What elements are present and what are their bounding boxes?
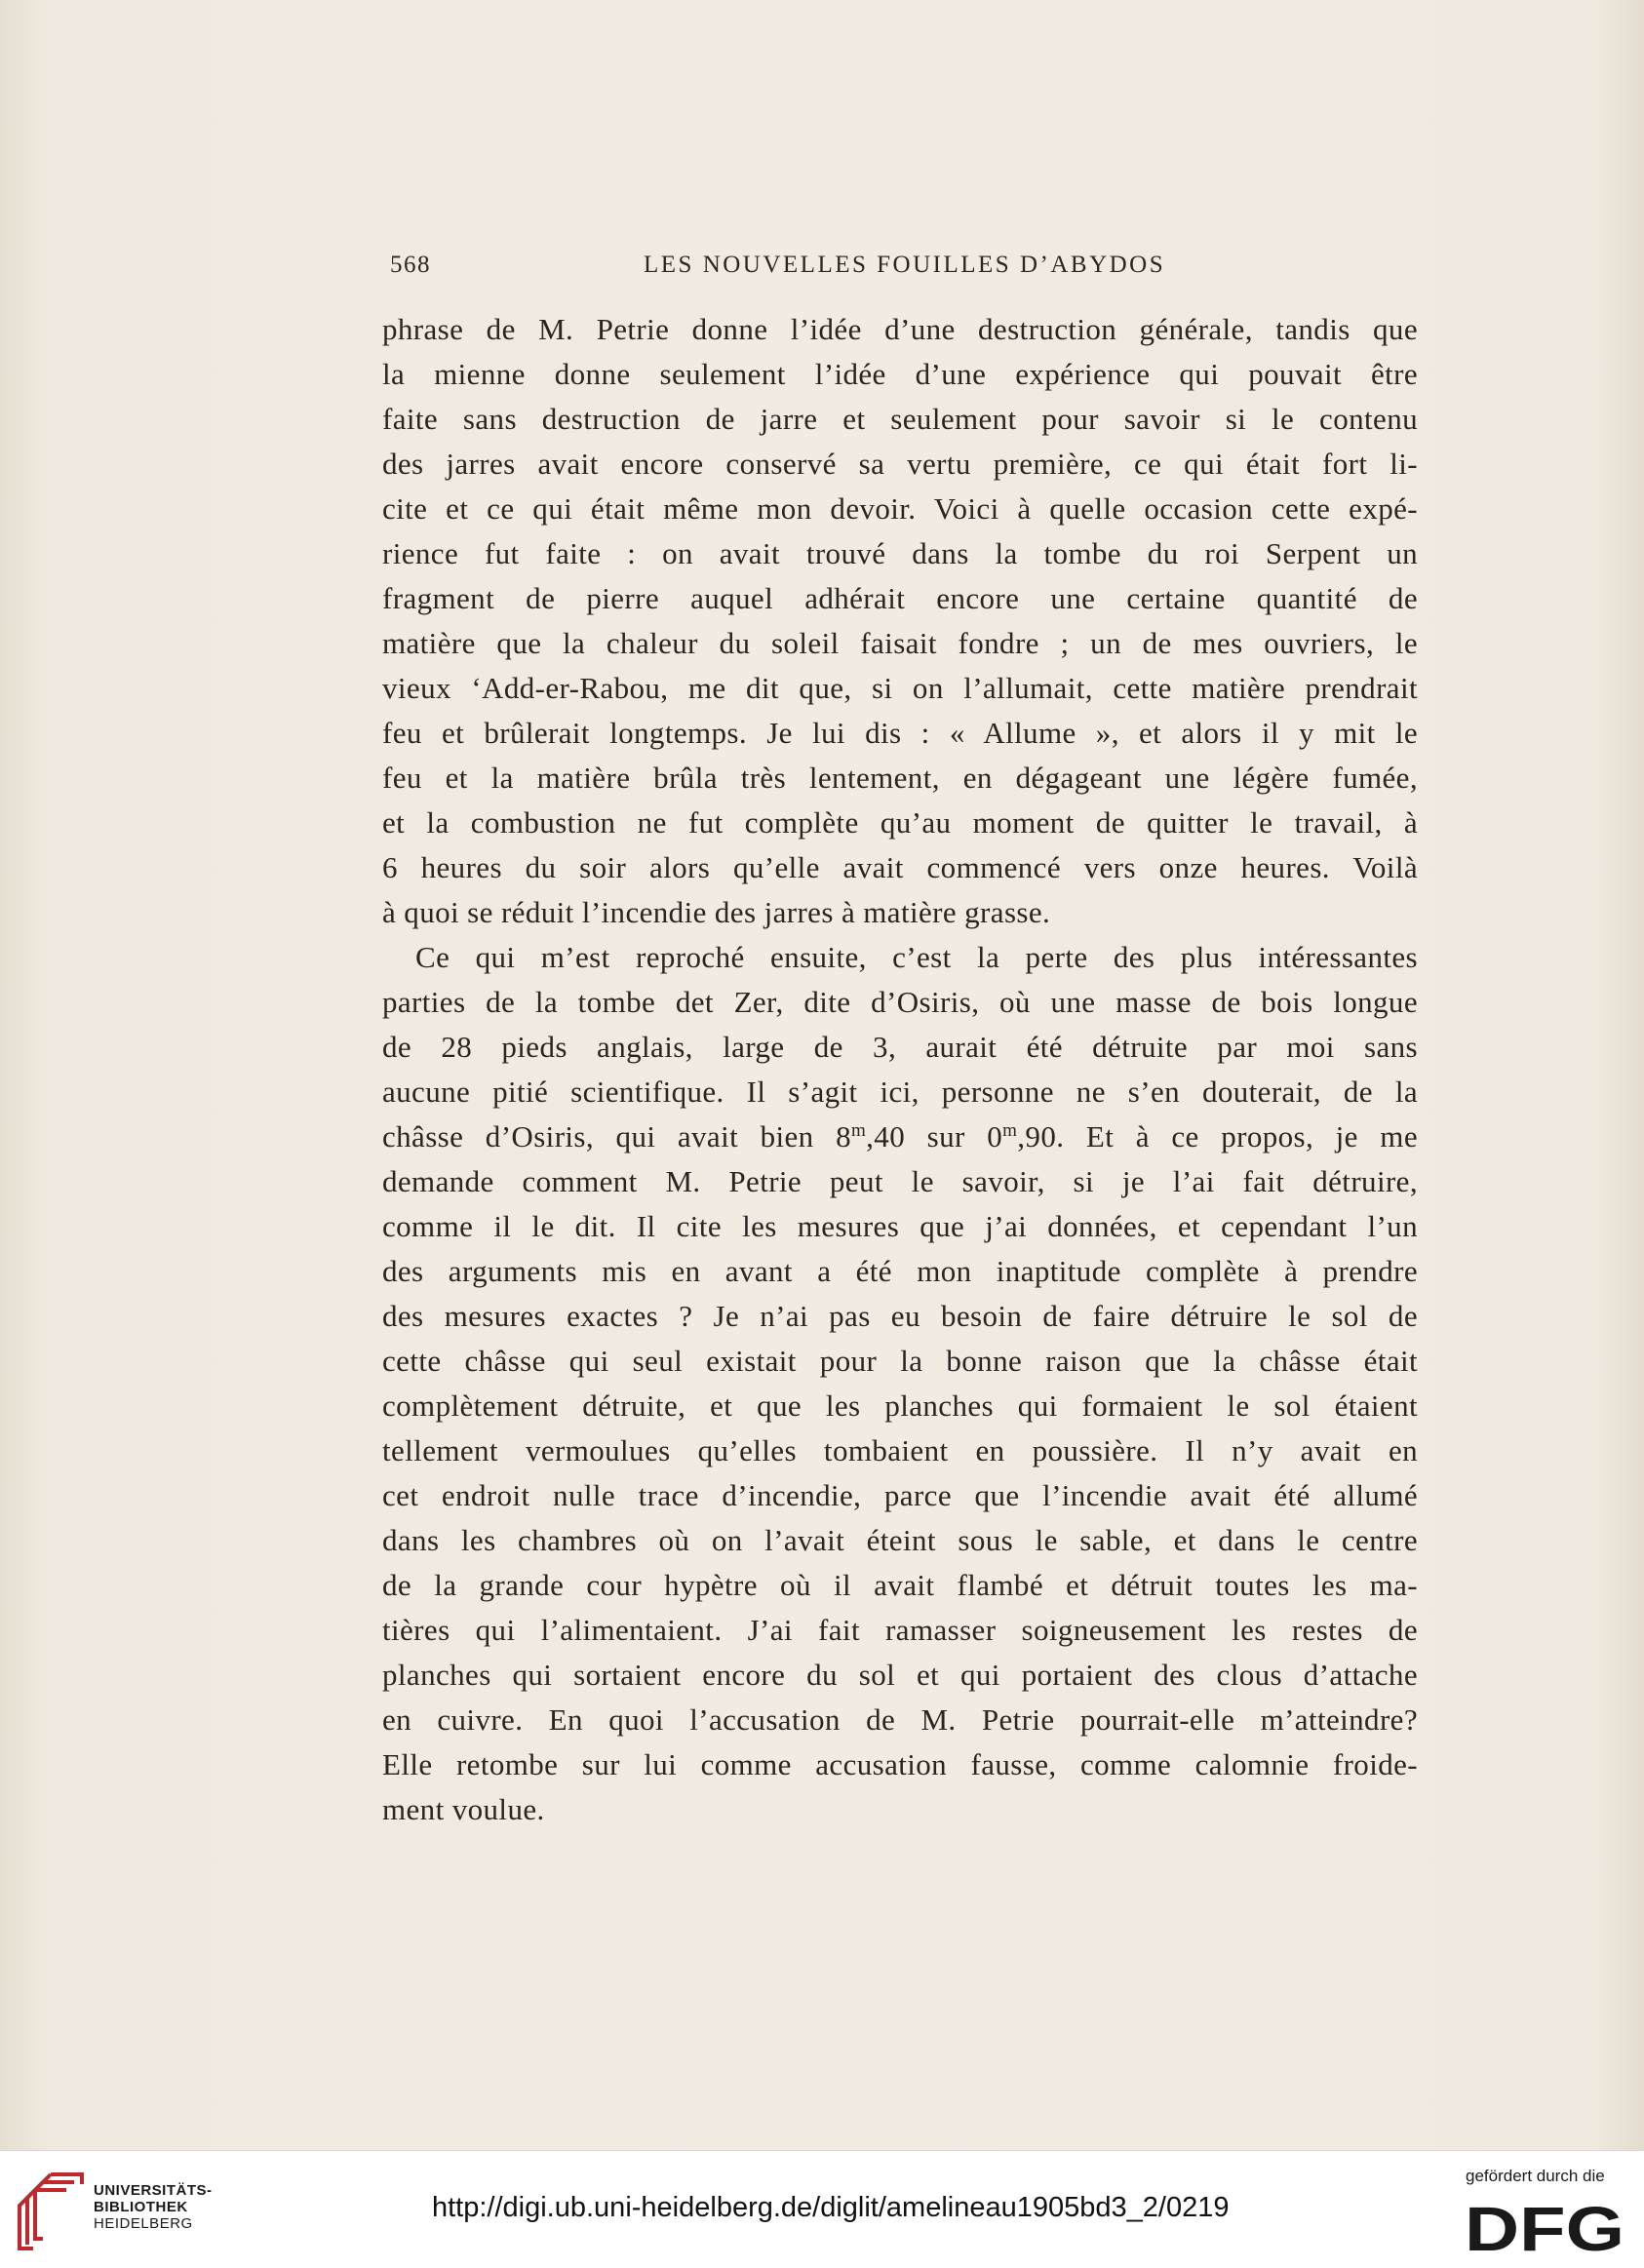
text-line: ment voulue. [382, 1792, 545, 1826]
body-text [382, 307, 1418, 1832]
text-segment: châsse d’Osiris, qui avait bien 8 [382, 1119, 851, 1154]
permalink-url[interactable]: http://digi.ub.uni-heidelberg.de/diglit/amelineau1905bd3_2/0219 [432, 2192, 1230, 2223]
text-line: parties de la tombe det Zer, dite d’Osiris, où une masse de bois longue [382, 985, 1418, 1019]
university-library-name [94, 2182, 213, 2232]
text-line: à quoi se réduit l’incendie des jarres à matière grasse. [382, 895, 1051, 929]
text-line-indented [382, 935, 1418, 980]
text-line: cite et ce qui était même mon devoir. Voici à quelle occasion cette expé- [382, 491, 1418, 526]
running-head [390, 252, 1404, 291]
text-line: aucune pitié scientifique. Il s’agit ici, personne ne s’en douterait, de la [382, 1075, 1418, 1109]
library-name-line: BIBLIOTHEK [94, 2199, 188, 2215]
text-segment: ,90. Et à ce propos, je me [1017, 1119, 1418, 1154]
text-line: faite sans destruction de jarre et seulement pour savoir si le contenu [382, 402, 1418, 436]
text-line: feu et brûlerait longtemps. Je lui dis : « Allume », et alors il y mit le [382, 716, 1418, 750]
text-line: cette châsse qui seul existait pour la bonne raison que la châsse était [382, 1344, 1418, 1378]
funding-caption: gefördert durch die [1466, 2167, 1605, 2185]
text-line: feu et la matière brûla très lentement, en dégageant une légère fumée, [382, 761, 1418, 795]
library-name-line: UNIVERSITÄTS- [94, 2182, 213, 2199]
page-number: 568 [390, 252, 431, 278]
text-line: dans les chambres où on l’avait éteint sous le sable, et dans le centre [382, 1523, 1418, 1557]
text-line: des mesures exactes ? Je n’ai pas eu besoin de faire détruire le sol de [382, 1299, 1418, 1333]
text-line: de 28 pieds anglais, large de 3, aurait été détruite par moi sans [382, 1030, 1418, 1064]
dfg-logo-text: DFG [1465, 2198, 1624, 2256]
text-line: la mienne donne seulement l’idée d’une expérience qui pouvait être [382, 357, 1418, 391]
university-library-logo-icon [14, 2170, 86, 2252]
text-line: fragment de pierre auquel adhérait encore une certaine quantité de [382, 581, 1418, 615]
text-line-with-superscripts [382, 1114, 1418, 1159]
footer-bar [0, 2150, 1644, 2268]
text-line: phrase de M. Petrie donne l’idée d’une destruction générale, tandis que [382, 312, 1418, 346]
text-line: matière que la chaleur du soleil faisait fondre ; un de mes ouvriers, le [382, 626, 1418, 660]
text-line: 6 heures du soir alors qu’elle avait commencé vers onze heures. Voilà [382, 850, 1418, 884]
text-line: Elle retombe sur lui comme accusation fausse, comme calomnie froide- [382, 1747, 1418, 1781]
text-line: complètement détruite, et que les planches qui formaient le sol étaient [382, 1388, 1418, 1423]
text-line: des jarres avait encore conservé sa vertu première, ce qui était fort li- [382, 447, 1418, 481]
dfg-logo-icon [1465, 2198, 1626, 2256]
text-line: demande comment M. Petrie peut le savoir, si je l’ai fait détruire, [382, 1164, 1418, 1198]
text-line: planches qui sortaient encore du sol et qui portaient des clous d’attache [382, 1658, 1418, 1692]
text-line: tellement vermoulues qu’elles tombaient en poussière. Il n’y avait en [382, 1433, 1418, 1467]
text-line: de la grande cour hypètre où il avait flambé et détruit toutes les ma- [382, 1568, 1418, 1602]
superscript: m [1002, 1120, 1018, 1141]
library-name-line: HEIDELBERG [94, 2215, 193, 2232]
text-line: tières qui l’alimentaient. J’ai fait ramasser soigneusement les restes de [382, 1613, 1418, 1647]
text-line: vieux ‘Add-er-Rabou, me dit que, si on l’allumait, cette matière prendrait [382, 671, 1418, 705]
text-segment: ,40 sur 0 [866, 1119, 1003, 1154]
text-line: cet endroit nulle trace d’incendie, parce que l’incendie avait été allumé [382, 1478, 1418, 1512]
text-line: rience fut faite : on avait trouvé dans la tombe du roi Serpent un [382, 536, 1418, 570]
text-line: en cuivre. En quoi l’accusation de M. Petrie pourrait-elle m’atteindre? [382, 1702, 1418, 1737]
text-line-content: Ce qui m’est reproché ensuite, c’est la perte des plus intéressantes [415, 940, 1418, 974]
text-line: et la combustion ne fut complète qu’au moment de quitter le travail, à [382, 805, 1418, 840]
text-line: des arguments mis en avant a été mon inaptitude complète à prendre [382, 1254, 1418, 1288]
superscript: m [850, 1120, 867, 1141]
running-title: LES NOUVELLES FOUILLES D’ABYDOS [644, 252, 1166, 278]
text-line: comme il le dit. Il cite les mesures que j’ai données, et cependant l’un [382, 1209, 1418, 1243]
